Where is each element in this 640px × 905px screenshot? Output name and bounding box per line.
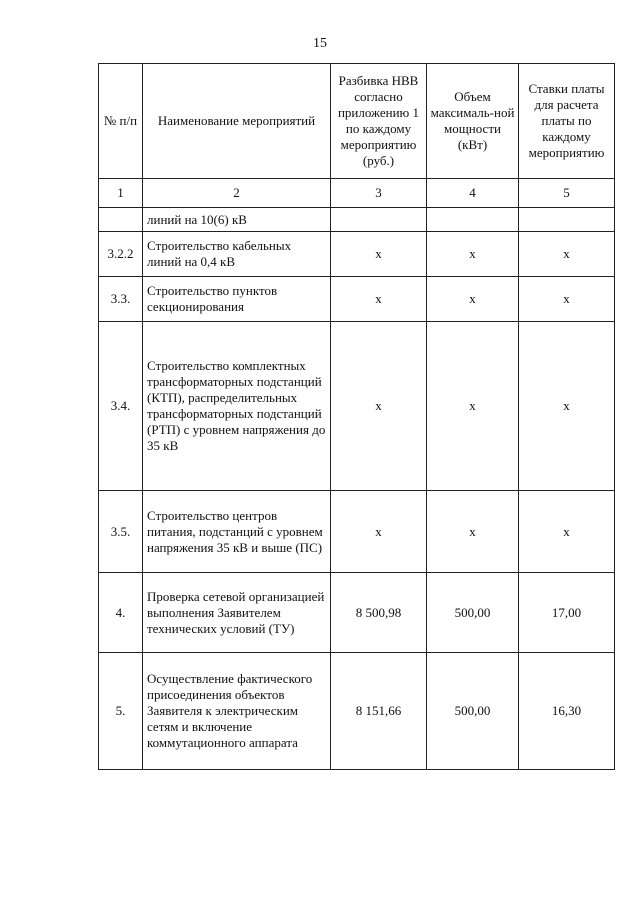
table-row <box>99 277 615 322</box>
row-rate: 16,30 <box>519 653 615 770</box>
row-power: х <box>427 322 519 491</box>
row-power: 500,00 <box>427 653 519 770</box>
table-row <box>99 573 615 653</box>
row-power: х <box>427 232 519 277</box>
table-row <box>99 653 615 770</box>
row-name: Строительство комплектных трансформаторных подстанций (КТП), распределительных трансформаторных подстанций (РТП) с уровнем напряжения до 35 кВ <box>143 322 331 491</box>
row-name: Осуществление фактического присоединения объектов Заявителя к электрическим сетям и включение коммутационного аппарата <box>143 653 331 770</box>
column-number: 1 <box>99 179 143 208</box>
row-nvv <box>331 208 427 232</box>
row-rate: х <box>519 322 615 491</box>
page-number: 15 <box>313 36 327 51</box>
header-rate: Ставки платы для расчета платы по каждому мероприятию <box>519 64 615 179</box>
row-nvv: х <box>331 277 427 322</box>
row-nvv: х <box>331 232 427 277</box>
row-power: х <box>427 491 519 573</box>
row-nvv: х <box>331 491 427 573</box>
table-row <box>99 491 615 573</box>
row-rate: х <box>519 232 615 277</box>
row-num: 3.4. <box>99 322 143 491</box>
column-number: 5 <box>519 179 615 208</box>
row-name: Строительство центров питания, подстанций с уровнем напряжения 35 кВ и выше (ПС) <box>143 491 331 573</box>
row-power: х <box>427 277 519 322</box>
row-rate: х <box>519 277 615 322</box>
row-num: 3.3. <box>99 277 143 322</box>
header-num: № п/п <box>99 64 143 179</box>
row-num <box>99 208 143 232</box>
row-name: Проверка сетевой организацией выполнения Заявителем технических условий (ТУ) <box>143 573 331 653</box>
row-num: 5. <box>99 653 143 770</box>
row-power <box>427 208 519 232</box>
table-row <box>99 232 615 277</box>
row-power: 500,00 <box>427 573 519 653</box>
row-name: Строительство кабельных линий на 0,4 кВ <box>143 232 331 277</box>
row-name: линий на 10(6) кВ <box>143 208 331 232</box>
tariff-table <box>98 63 615 770</box>
column-number: 2 <box>143 179 331 208</box>
table-row <box>99 208 615 232</box>
column-number: 4 <box>427 179 519 208</box>
row-num: 3.5. <box>99 491 143 573</box>
row-nvv: 8 151,66 <box>331 653 427 770</box>
header-name: Наименование мероприятий <box>143 64 331 179</box>
column-number-row <box>99 179 615 208</box>
row-nvv: 8 500,98 <box>331 573 427 653</box>
header-nvv: Разбивка НВВ согласно приложению 1 по каждому мероприятию (руб.) <box>331 64 427 179</box>
row-num: 4. <box>99 573 143 653</box>
header-power: Объем максималь-ной мощности (кВт) <box>427 64 519 179</box>
row-nvv: х <box>331 322 427 491</box>
column-number: 3 <box>331 179 427 208</box>
row-num: 3.2.2 <box>99 232 143 277</box>
table-row <box>99 322 615 491</box>
row-rate: 17,00 <box>519 573 615 653</box>
row-rate: х <box>519 491 615 573</box>
table-header-row <box>99 64 615 179</box>
row-name: Строительство пунктов секционирования <box>143 277 331 322</box>
row-rate <box>519 208 615 232</box>
